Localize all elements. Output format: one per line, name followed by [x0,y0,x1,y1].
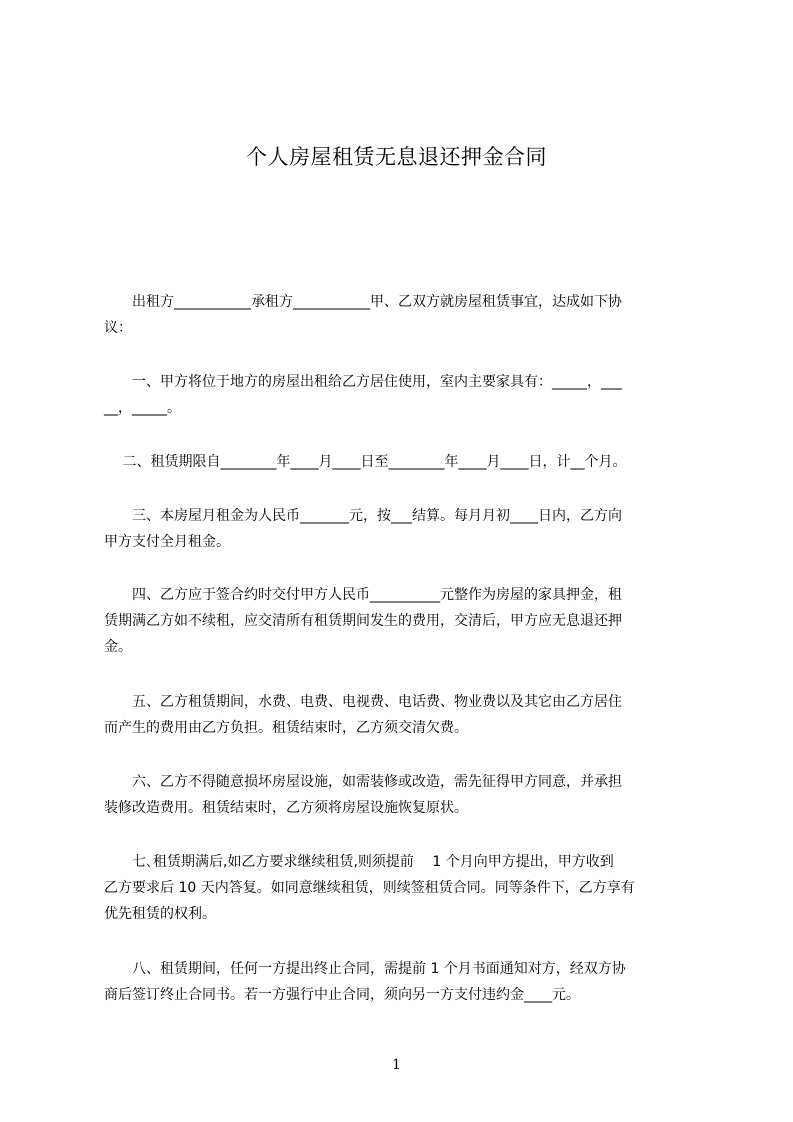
paragraph-3-line-1: 二、租赁期限自________年____月____日至________年____月____日，计__个月。 [104,454,627,470]
paragraph-1-line-2: 议： [104,320,132,336]
paragraph-2-line-2: __，_____。 [104,400,181,416]
paragraph-8-line-2: 乙方要求后 10 天内答复。如同意继续租赁，则续签租赁合同。同等条件下，乙方享有 [104,880,635,896]
paragraph-6-line-1: 五、乙方租赁期间，水费、电费、电视费、电话费、物业费以及其它由乙方居住 [104,694,622,710]
paragraph-7-line-1: 六、乙方不得随意损坏房屋设施，如需装修或改造，需先征得甲方同意，并承担 [104,774,622,790]
paragraph-7-line-2: 装修改造费用。租赁结束时，乙方须将房屋设施恢复原状。 [104,800,468,816]
paragraph-5-line-2: 赁期满乙方如不续租，应交清所有租赁期间发生的费用，交清后，甲方应无息退还押 [104,613,622,629]
paragraph-9-line-2: 商后签订终止合同书。若一方强行中止合同，须向另一方支付违约金____元。 [104,987,580,1003]
paragraph-4-line-1: 三、本房屋月租金为人民币_______元，按___结算。每月月初____日内，乙方向 [104,508,622,524]
paragraph-6-line-2: 而产生的费用由乙方负担。租赁结束时，乙方须交清欠费。 [104,720,468,736]
paragraph-5-line-1: 四、乙方应于签合约时交付甲方人民币__________元整作为房屋的家具押金，租 [104,587,622,603]
page-number: 1 [392,1057,401,1073]
paragraph-8-line-1: 七､租赁期满后,如乙方要求继续租赁,则须提前 1 个月向甲方提出，甲方收到 [104,854,614,870]
paragraph-2-line-1: 一、甲方将位于地方的房屋出租给乙方居住使用，室内主要家具有：_____，___ [104,374,622,390]
paragraph-1-line-1: 出租方___________承租方___________甲、乙双方就房屋租赁事宜，达成如下协 [104,294,622,310]
document-title: 个人房屋租赁无息退还押金合同 [246,145,547,169]
paragraph-5-line-3: 金。 [104,639,132,655]
paragraph-9-line-1: 八、租赁期间，任何一方提出终止合同，需提前 1 个月书面通知对方，经双方协 [104,961,626,977]
paragraph-8-line-3: 优先租赁的权利。 [104,906,216,922]
paragraph-4-line-2: 甲方支付全月租金。 [104,534,230,550]
